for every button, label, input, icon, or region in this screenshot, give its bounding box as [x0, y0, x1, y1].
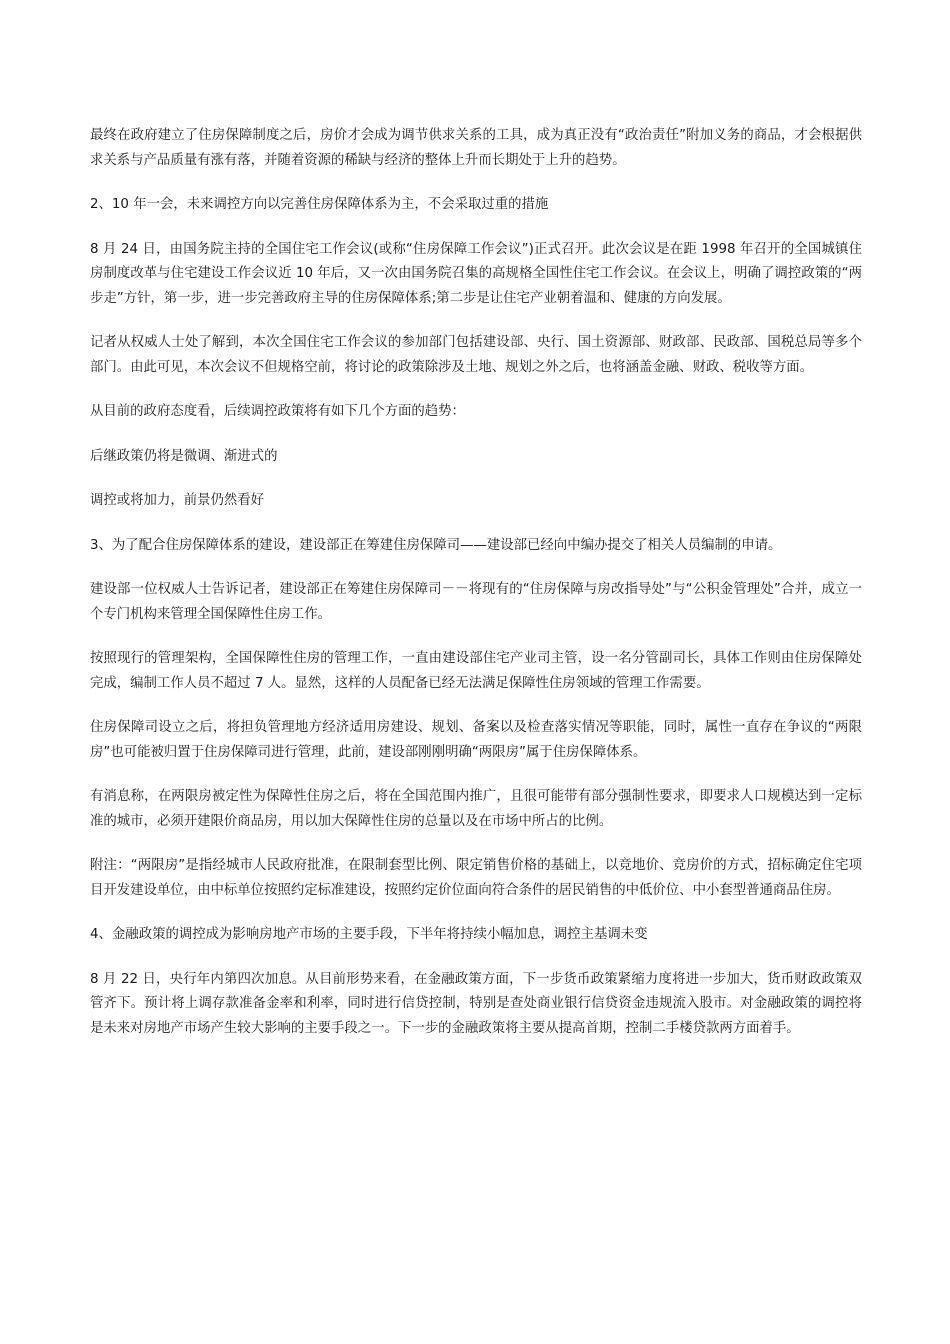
paragraph-trend-strengthening: 调控或将加力，前景仍然看好: [90, 493, 265, 508]
paragraph-note-two-limit-housing: 附注：“两限房”是指经城市人民政府批准，在限制套型比例、限定销售价格的基础上，以竞地价、竞房价的方式，招标确定住宅项目开发建设单位，由中标单位按照约定标准建设，按照约定价位面向符合条件的居民销售的中低价位、中小套型普通商品住房。: [90, 858, 862, 898]
paragraph-policy-trends-intro: 从目前的政府态度看，后续调控政策将有如下几个方面的趋势：: [90, 404, 465, 419]
paragraph-trend-fine-tuning: 后继政策仍将是微调、渐进式的: [90, 448, 278, 464]
paragraph-current-management: 按照现行的管理架构，全国保障性住房的管理工作，一直由建设部住宅产业司主管，设一名分管副司长，具体工作则由住房保障处完成，编制工作人员不超过 7 人。显然，这样的人员配备已经无法满足保障性住房领域的管理工作需要。: [90, 651, 862, 691]
paragraph-price-limited-housing-rollout: 有消息称，在两限房被定性为保障性住房之后，将在全国范围内推广，且很可能带有部分强制性要求，即要求人口规模达到一定标准的城市，必须开建限价商品房，用以加大保障性住房的总量以及在市场中所占的比例。: [90, 789, 862, 829]
paragraph-interest-rate-hike: 8 月 22 日，央行年内第四次加息。从目前形势来看，在金融政策方面，下一步货币政策紧缩力度将进一步加大，货币财政政策双管齐下。预计将上调存款准备金率和利率，同时进行信贷控制，特别是查处商业银行信贷资金违规流入股市。对金融政策的调控将是未来对房地产市场产生较大影响的主要手段之一。下一步的金融政策将主要从提高首期，控制二手楼贷款两方面着手。: [90, 971, 862, 1036]
paragraph-department-functions: 住房保障司设立之后，将担负管理地方经济适用房建设、规划、备案以及检查落实情况等职能，同时，属性一直存在争议的“两限房”也可能被归置于住房保障司进行管理，此前，建设部刚刚明确“两限房”属于住房保障体系。: [90, 720, 862, 760]
paragraph-housing-security-conclusion: 最终在政府建立了住房保障制度之后，房价才会成为调节供求关系的工具，成为真正没有“政治责任”附加义务的商品，才会根据供求关系与产品质量有涨有落，并随着资源的稀缺与经济的整体上升而长期处于上升的趋势。: [90, 128, 862, 168]
paragraph-housing-security-department: 建设部一位权威人士告诉记者，建设部正在筹建住房保障司－－将现有的“住房保障与房改指导处”与“公积金管理处”合并，成立一个专门机构来管理全国保障性住房工作。: [90, 582, 862, 622]
heading-section-3: 3、为了配合住房保障体系的建设，建设部正在筹建住房保障司——建设部已经向中编办提交了相关人员编制的申请。: [90, 537, 782, 553]
heading-section-2: 2、10 年一会，未来调控方向以完善住房保障体系为主，不会采取过重的措施: [90, 197, 549, 212]
heading-section-4: 4、金融政策的调控成为影响房地产市场的主要手段，下半年将持续小幅加息，调控主基调未变: [90, 927, 648, 942]
document-body: [90, 124, 862, 1061]
paragraph-national-housing-conference: 8 月 24 日，由国务院主持的全国住宅工作会议(或称“住房保障工作会议”)正式召开。此次会议是在距 1998 年召开的全国城镇住房制度改革与住宅建设工作会议近 10 年后，又一次由国务院召集的高规格全国性住宅工作会议。在会议上，明确了调控政策的“两步走”方针，第一步，进一步完善政府主导的住房保障体系;第二步是让住宅产业朝着温和、健康的方向发展。: [90, 241, 862, 306]
paragraph-participating-departments: 记者从权威人士处了解到，本次全国住宅工作会议的参加部门包括建设部、央行、国土资源部、财政部、民政部、国税总局等多个部门。由此可见，本次会议不但规格空前，将讨论的政策除涉及土地、规划之外之后，也将涵盖金融、财政、税收等方面。: [90, 335, 862, 375]
